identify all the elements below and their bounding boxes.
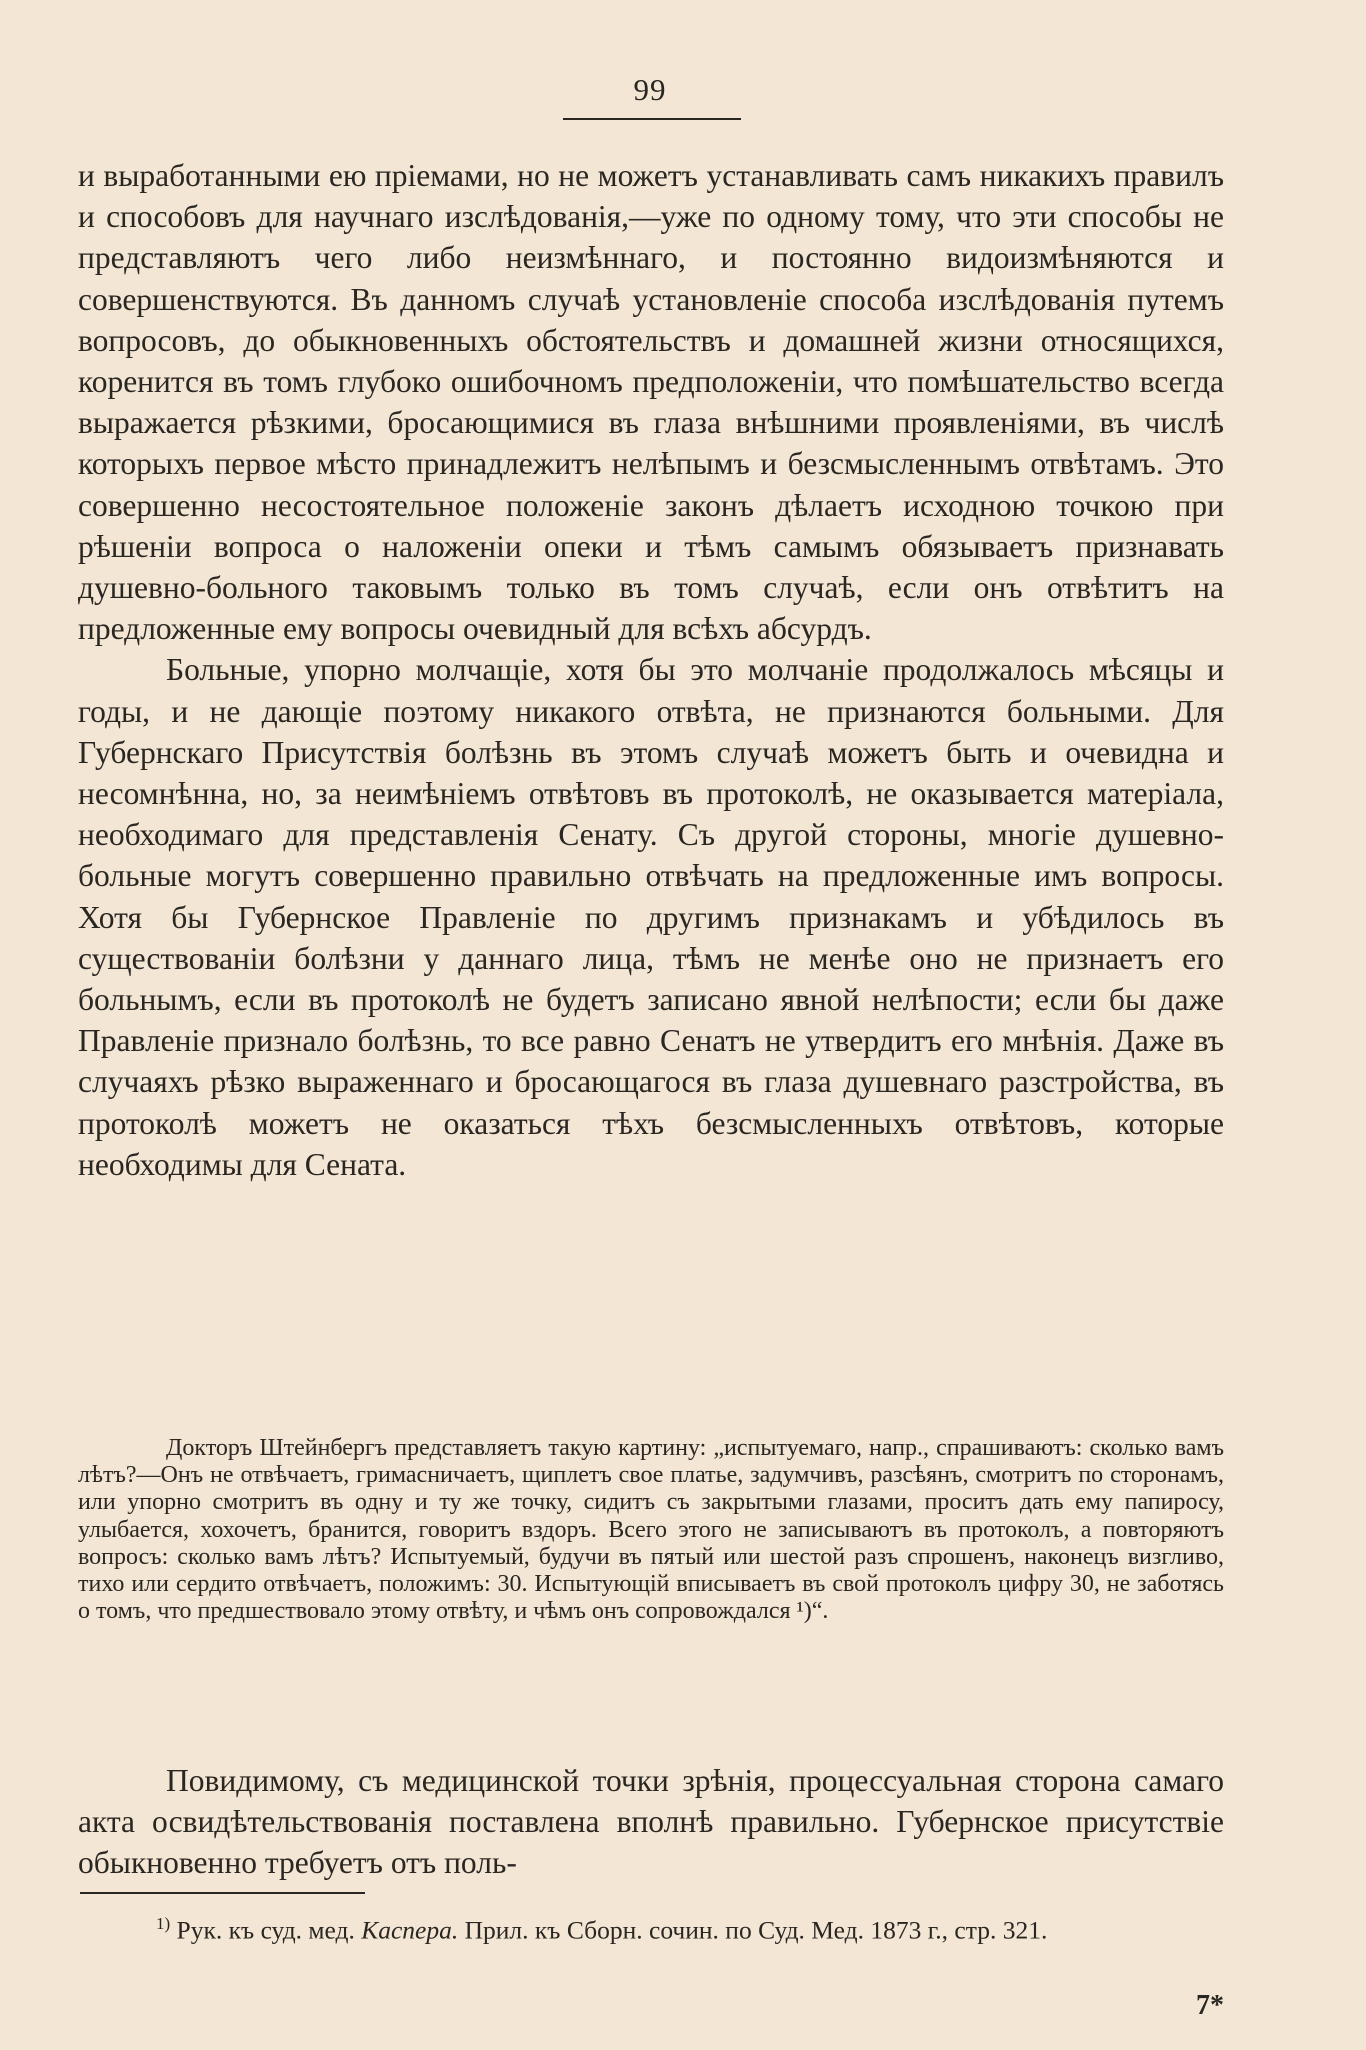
page-number: 99 (633, 72, 667, 107)
signature-mark: 7* (1196, 1990, 1224, 2021)
paragraph-3: Повидимому, съ медицинской точки зрѣнiя, процессуальная сторона самаго акта освидѣтельствованiя поставлена вполнѣ правильно. Губернское присутствiе обыкновенно требуетъ отъ поль- (78, 1763, 1224, 1881)
footnote-marker: 1) (156, 1914, 171, 1933)
paragraph-2: Больные, упорно молчащiе, хотя бы это молчанiе продолжалось мѣсяцы и годы, и не дающiе поэтому никакого отвѣта, не признаются больными. Для Губернскаго Присутствiя болѣзнь въ этомъ случаѣ можетъ быть и очевидна и несомнѣнна, но, за неимѣнiемъ отвѣтовъ въ протоколѣ, не оказывается матерiала, необходимаго для представленiя Сенату. Съ другой стороны, многiе душевно-больные могутъ совершенно правильно отвѣчать на предложенные имъ вопросы. Хотя бы Губернское Правленiе по другимъ признакамъ и убѣдилось въ существованiи болѣзни у даннаго лица, тѣмъ не менѣе оно не признаетъ его больнымъ, если въ протоколѣ не будетъ записано явной нелѣпости; если бы даже Правленiе признало болѣзнь, то все равно Сенатъ не утвердитъ его мнѣнiя. Даже въ случаяхъ рѣзко выраженнаго и бросающагося въ глаза душевнаго разстройства, въ протоколѣ можетъ не оказаться тѣхъ безсмысленныхъ отвѣтовъ, которые необходимы для Сената. (78, 652, 1224, 1182)
quotation-note (78, 1435, 1224, 1625)
footnote-post: Прил. къ Сборн. сочин. по Суд. Мед. 1873 г., стр. 321. (464, 1915, 1048, 1945)
page-number-rule (563, 118, 741, 120)
footnote-rule (80, 1892, 365, 1894)
main-text (78, 155, 1224, 1185)
footnote-author: Каспера. (361, 1915, 459, 1945)
closing-text (78, 1760, 1224, 1884)
footnote-text (78, 1908, 1224, 1946)
footnote-pre: Рук. къ суд. мед. (176, 1915, 355, 1945)
paragraph-1: и выработанными ею прiемами, но не можетъ устанавливать самъ никакихъ правилъ и способовъ для научнаго изслѣдованiя,—уже по одному тому, что эти способы не представляютъ чего либо неизмѣннаго, и постоянно видоизмѣняются и совершенствуются. Въ данномъ случаѣ установленiе способа изслѣдованiя путемъ вопросовъ, до обыкновенныхъ обстоятельствъ и домашней жизни относящихся, коренится въ томъ глубоко ошибочномъ предположенiи, что помѣшательство всегда выражается рѣзкими, бросающимися въ глаза внѣшними проявленiями, въ числѣ которыхъ первое мѣсто принадлежитъ нелѣпымъ и безсмысленнымъ отвѣтамъ. Это совершенно несостоятельное положенiе законъ дѣлаетъ исходною точкою при рѣшенiи вопроса о наложенiи опеки и тѣмъ самымъ обязываетъ признавать душевно-больного таковымъ только въ томъ случаѣ, если онъ отвѣтитъ на предложенные ему вопросы очевидный для всѣхъ абсурдъ. (78, 158, 1224, 647)
footnote (78, 1908, 1224, 1946)
quotation-paragraph: Докторъ Штейнбергъ представляетъ такую картину: „испытуемаго, напр., спрашиваютъ: сколько вамъ лѣтъ?—Онъ не отвѣчаетъ, гримасничаетъ, щиплетъ свое платье, задумчивъ, разсѣянъ, смотритъ по сторонамъ, или упорно смотритъ въ одну и ту же точку, сидитъ съ закрытыми глазами, проситъ дать ему папиросу, улыбается, хохочетъ, бранится, говоритъ вздоръ. Всего этого не записываютъ въ протоколъ, а повторяютъ вопросъ: сколько вамъ лѣтъ? Испытуемый, будучи въ пятый или шестой разъ спрошенъ, наконецъ визгливо, тихо или сердито отвѣчаетъ, положимъ: 30. Испытующiй вписываетъ въ свой протоколъ цифру 30, не заботясь о томъ, что предшествовало этому отвѣту, и чѣмъ онъ сопровождался ¹)“. (78, 1435, 1224, 1625)
